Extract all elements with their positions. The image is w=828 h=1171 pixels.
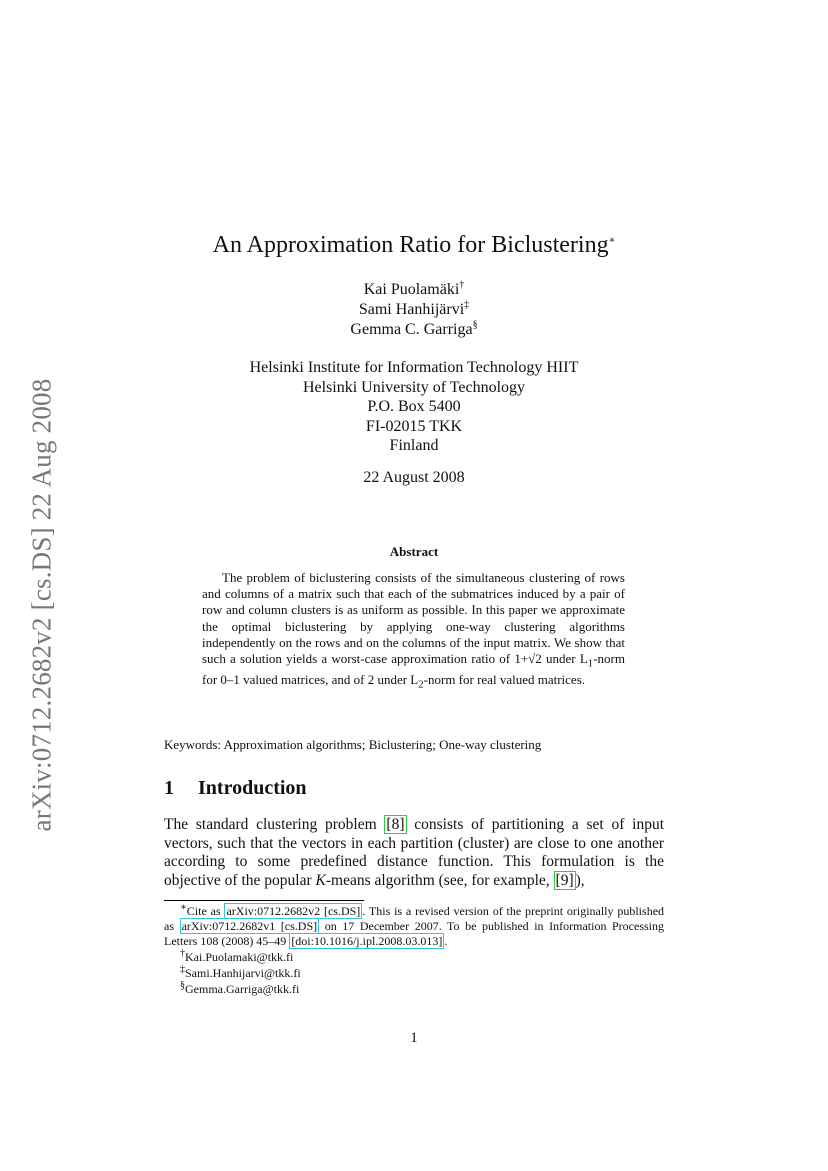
arxiv-link[interactable]: arXiv:0712.2682v1 [cs.DS] bbox=[181, 919, 318, 933]
abstract-heading: Abstract bbox=[389, 544, 439, 559]
author-list bbox=[0, 280, 828, 340]
author: Sami Hanhijärvi‡ bbox=[358, 299, 470, 318]
citation-link[interactable]: [9] bbox=[555, 871, 574, 889]
section-heading bbox=[164, 777, 307, 800]
paper-title bbox=[0, 232, 828, 259]
keywords: Keywords: Approximation algorithms; Biclustering; One-way clustering bbox=[164, 737, 542, 752]
author: Kai Puolamäki† bbox=[363, 279, 465, 298]
affiliation-line: Finland bbox=[389, 437, 439, 454]
author: Gemma C. Garriga§ bbox=[350, 319, 478, 338]
footnote-rule bbox=[164, 900, 364, 901]
paper-date: 22 August 2008 bbox=[363, 469, 465, 486]
affiliation-line: Helsinki University of Technology bbox=[302, 378, 526, 396]
footnote-email: §Gemma.Garriga@tkk.fi bbox=[180, 980, 300, 996]
footnote-email: †Kai.Puolamaki@tkk.fi bbox=[180, 948, 294, 964]
arxiv-link[interactable]: arXiv:0712.2682v2 [cs.DS] bbox=[226, 904, 361, 918]
footnote-email: ‡Sami.Hanhijarvi@tkk.fi bbox=[180, 964, 301, 980]
intro-paragraph: The standard clustering problem [8] consists of partitioning a set of input vectors, such that the vectors in each partition (cluster) are close to one another according to some predefined distance function. This formulation is the objective of the popular K-means algorithm (see, for example, [9] ), bbox=[164, 816, 664, 889]
affiliation-line: FI-02015 TKK bbox=[365, 417, 463, 435]
doi-link[interactable]: [doi:10.1016/j.ipl.2008.03.013] bbox=[291, 934, 443, 948]
section-title: Introduction bbox=[198, 777, 307, 799]
abstract-body: The problem of biclustering consists of the simultaneous clustering of rows and columns of a matrix such that each of the submatrices induced by a pair of row and column clusters is as uniform as possible. In this paper we approximate the optimal biclustering by applying one-way clustering algorithms independently on the rows and on the columns of the input matrix. We show that such a solution yields a worst-case approximation ratio of 1+√2 under $L_1$-norm for 0–1 valued matrices, and of 2 under $L_2$-norm for real valued matrices. bbox=[202, 570, 625, 691]
title-text: An Approximation Ratio for Biclustering bbox=[212, 232, 609, 258]
affiliation-line: P.O. Box 5400 bbox=[367, 398, 461, 415]
title-footnote-mark: ∗ bbox=[608, 235, 616, 246]
citation-link[interactable]: [8] bbox=[386, 816, 405, 833]
section-number: 1 bbox=[164, 777, 174, 799]
affiliation bbox=[0, 358, 828, 456]
affiliation-line: Helsinki Institute for Information Technology HIIT bbox=[249, 359, 579, 376]
page-number: 1 bbox=[410, 1030, 418, 1046]
arxiv-stamp-text: arXiv:0712.2682v2 [cs.DS] 22 Aug 2008 bbox=[26, 378, 57, 832]
footnote-cite: ∗Cite as arXiv:0712.2682v2 [cs.DS] . This is a revised version of the preprint originally published as arXiv:0712.2682v1 [cs.DS] on 17 December 2007. To be published in Information Processing Letters 108 (2008) 45–49 [doi:10.1016/j.ipl.2008.03.013] . bbox=[164, 902, 665, 948]
